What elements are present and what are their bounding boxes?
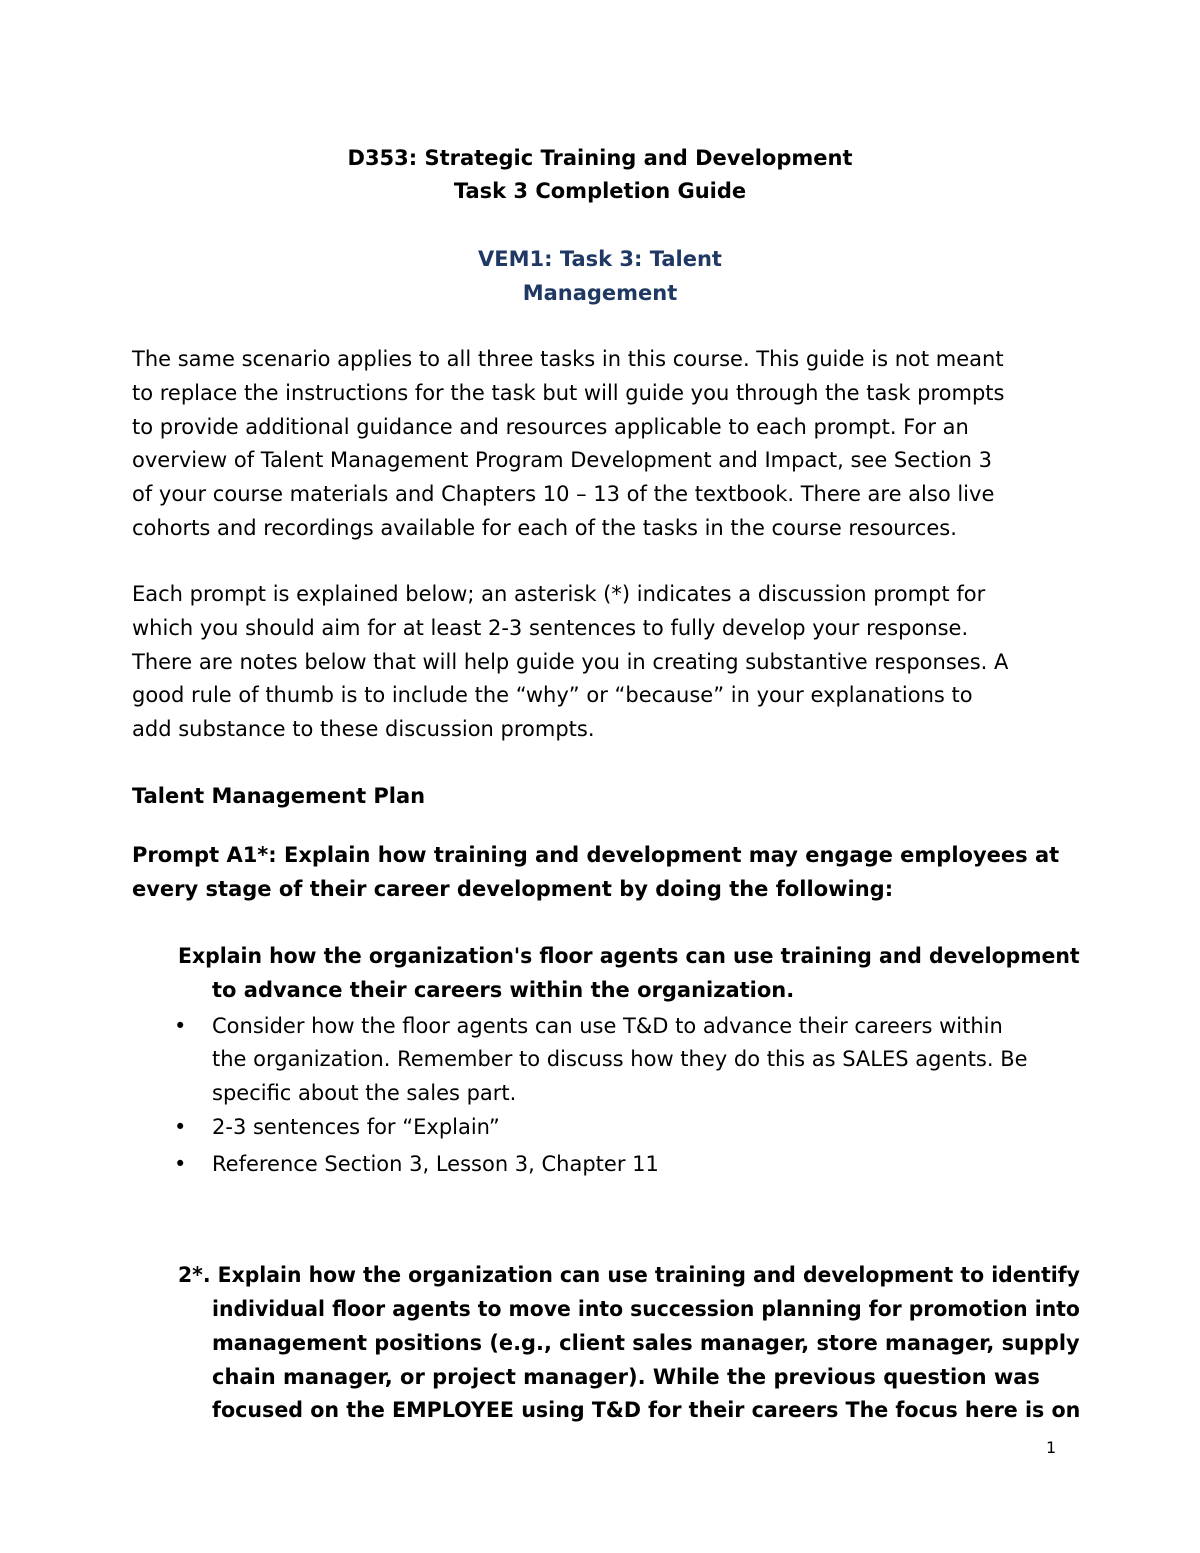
bullet-line: Reference Section 3, Lesson 3, Chapter 11 (212, 1152, 659, 1176)
course-title: D353: Strategic Training and Development (347, 146, 853, 170)
subprompt-2-line: chain manager, or project manager). While the previous question was (212, 1365, 1040, 1389)
subprompt-1-line-2: to advance their careers within the organization. (212, 978, 795, 1002)
bullet-marker: • (174, 1115, 187, 1139)
section-heading: Talent Management Plan (132, 784, 426, 808)
intro-line: cohorts and recordings available for each of the tasks in the course resources. (132, 516, 957, 540)
prompt-a1-line-1: Prompt A1*: Explain how training and development may engage employees at (132, 843, 1060, 867)
instructions-line: good rule of thumb is to include the “why” or “because” in your explanations to (132, 683, 973, 707)
guide-title: Task 3 Completion Guide (453, 179, 747, 203)
subprompt-2-line: management positions (e.g., client sales manager, store manager, supply (212, 1331, 1080, 1355)
bullet-line: Consider how the floor agents can use T&D to advance their careers within (212, 1014, 1003, 1038)
page-number: 1 (1046, 1438, 1057, 1457)
subprompt-2-line: focused on the EMPLOYEE using T&D for their careers The focus here is on (212, 1398, 1081, 1422)
subprompt-2-line: 2*. Explain how the organization can use training and development to identify (178, 1263, 1080, 1287)
intro-line: to provide additional guidance and resources applicable to each prompt. For an (132, 415, 969, 439)
intro-line: The same scenario applies to all three tasks in this course. This guide is not meant (132, 347, 1004, 371)
instructions-line: add substance to these discussion prompts. (132, 717, 595, 741)
instructions-line: Each prompt is explained below; an asterisk (*) indicates a discussion prompt for (132, 582, 986, 606)
task-title-line-1: VEM1: Task 3: Talent (478, 247, 722, 271)
subprompt-2-line: individual floor agents to move into succession planning for promotion into (212, 1297, 1080, 1321)
instructions-line: There are notes below that will help guide you in creating substantive responses. A (132, 650, 1009, 674)
bullet-line: specific about the sales part. (212, 1081, 517, 1105)
intro-line: overview of Talent Management Program Development and Impact, see Section 3 (132, 448, 992, 472)
subprompt-1-line-1: Explain how the organization's floor agents can use training and development (178, 944, 1080, 968)
intro-line: of your course materials and Chapters 10 – 13 of the textbook. There are also live (132, 482, 995, 506)
bullet-line: the organization. Remember to discuss how they do this as SALES agents. Be (212, 1047, 1028, 1071)
bullet-marker: • (174, 1152, 187, 1176)
bullet-line: 2-3 sentences for “Explain” (212, 1115, 500, 1139)
intro-line: to replace the instructions for the task but will guide you through the task prompts (132, 381, 1005, 405)
bullet-marker: • (174, 1014, 187, 1038)
instructions-line: which you should aim for at least 2-3 sentences to fully develop your response. (132, 616, 969, 640)
prompt-a1-line-2: every stage of their career development by doing the following: (132, 877, 894, 901)
task-title-line-2: Management (522, 281, 678, 305)
